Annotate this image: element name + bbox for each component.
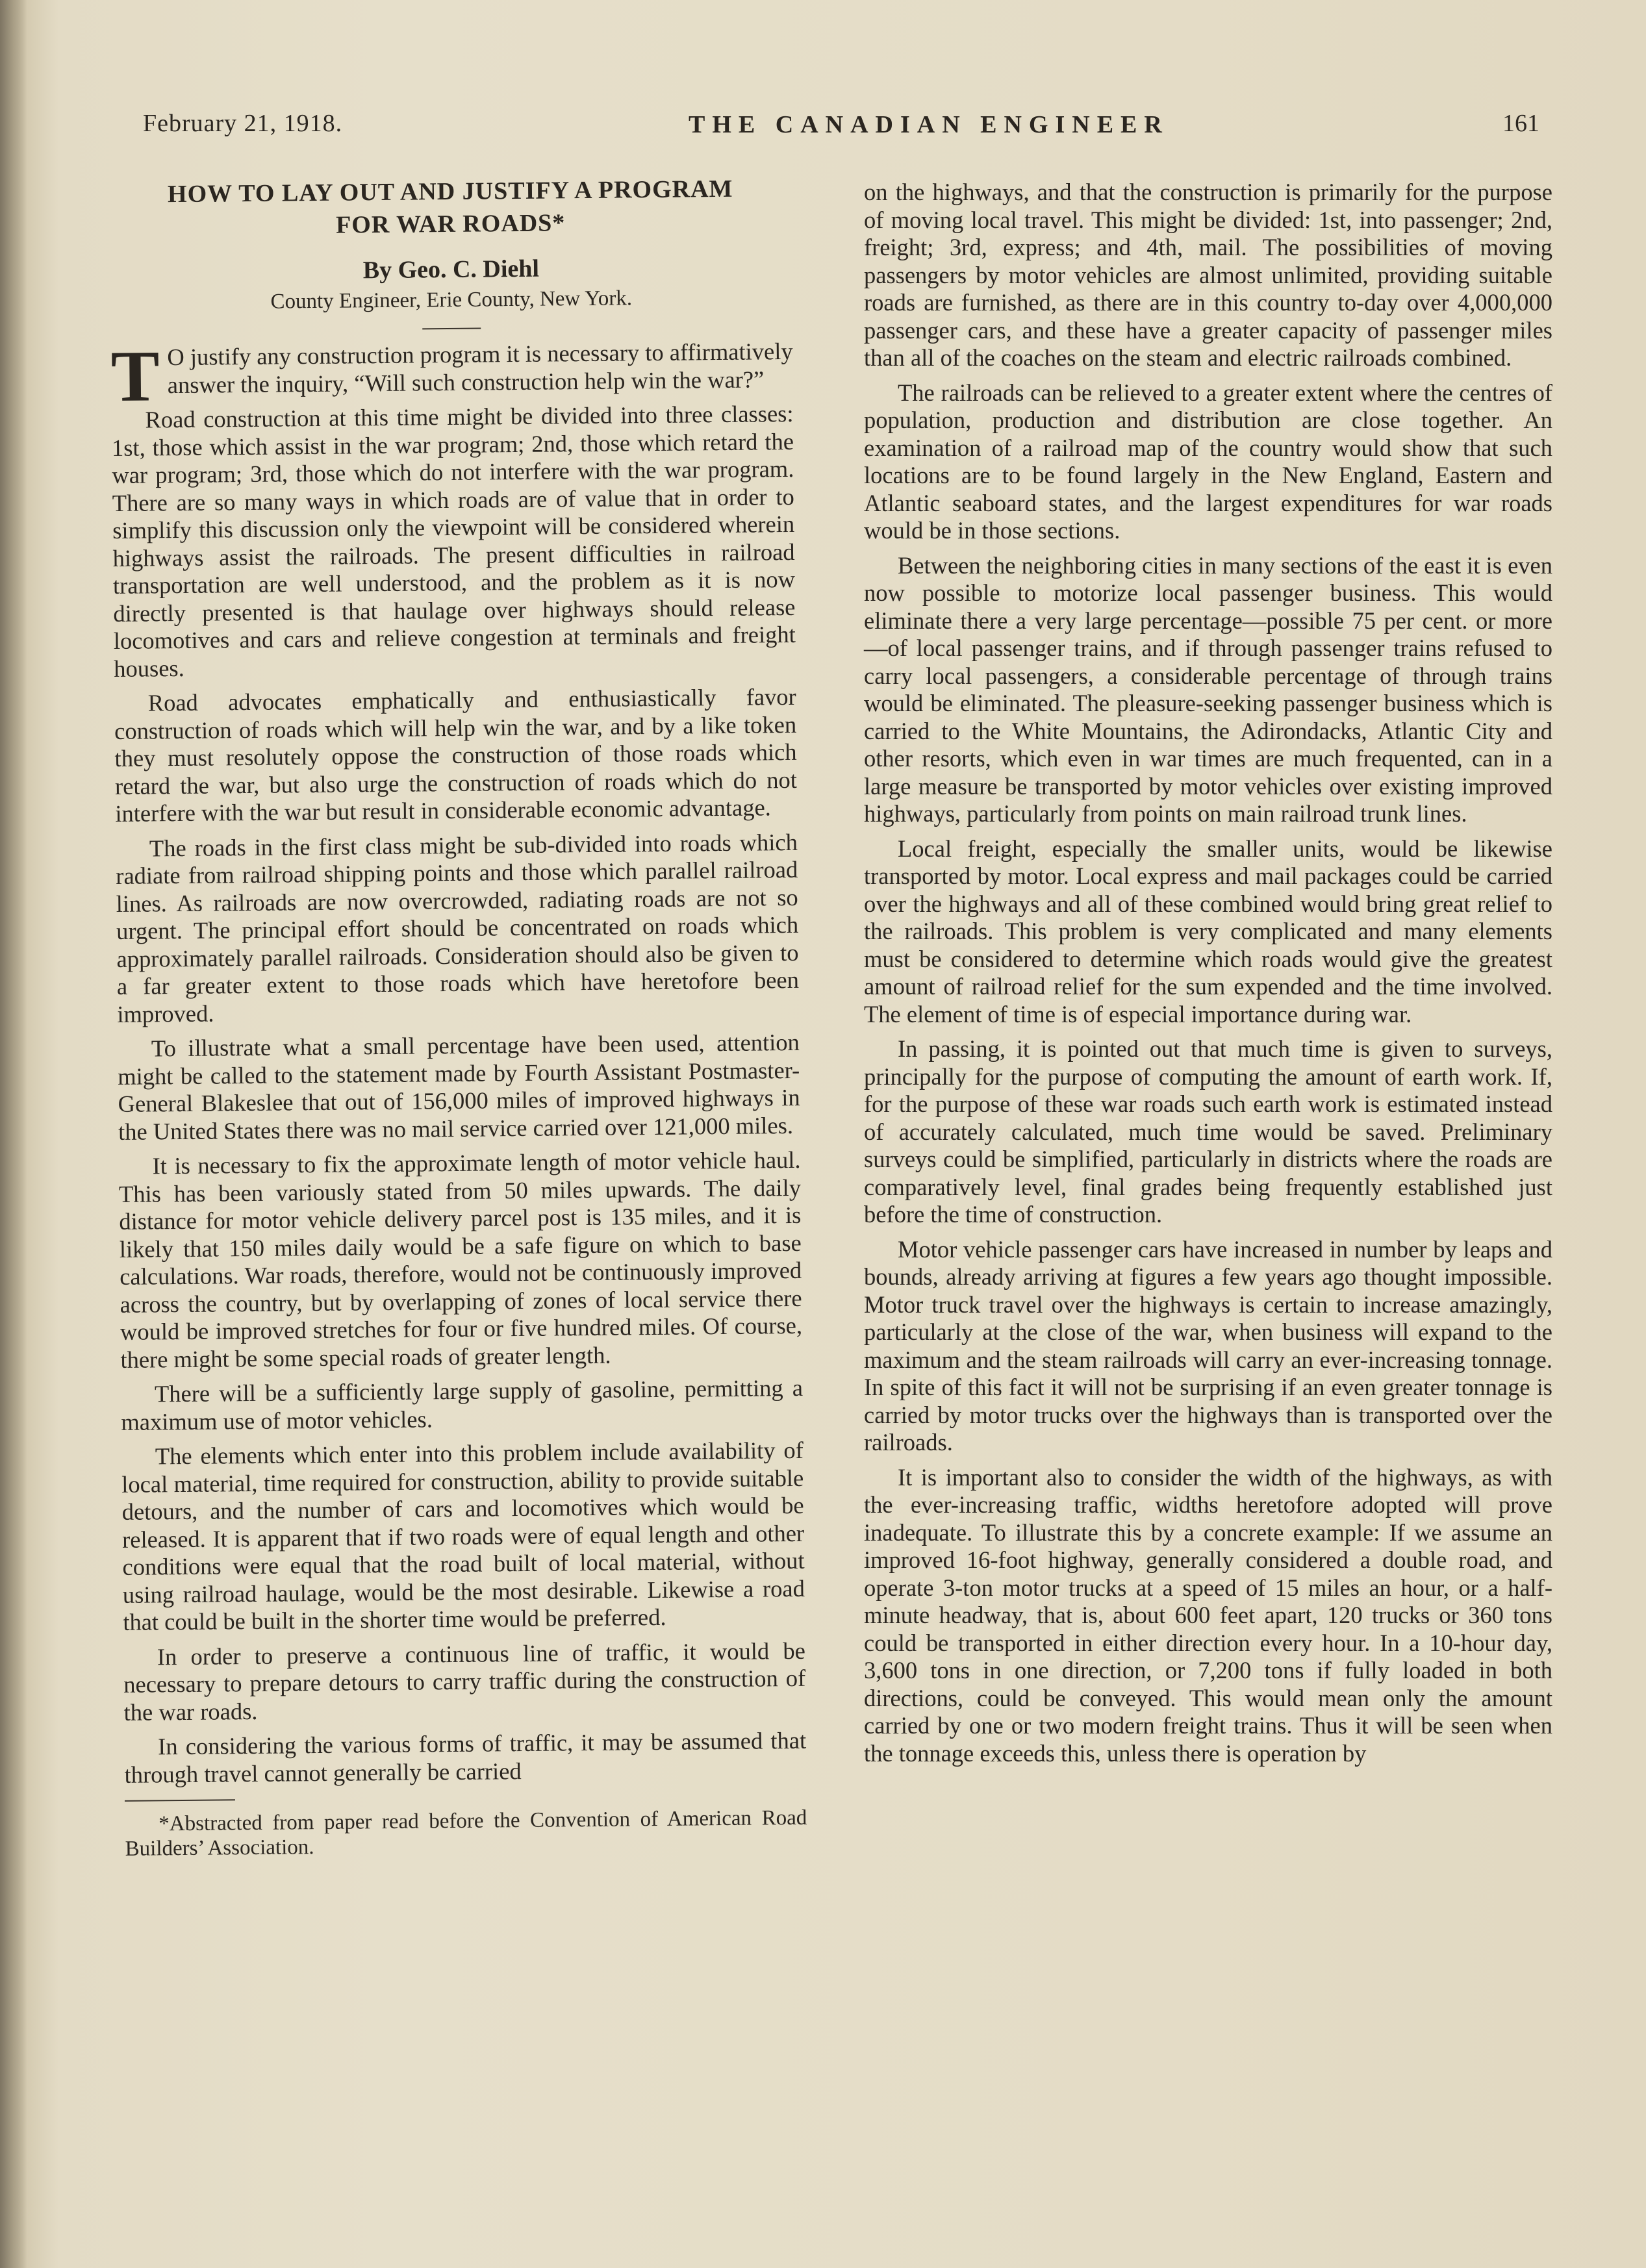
paragraph: The railroads can be relieved to a greater extent where the centres of population, production and distribution are close together. An examination of a railroad map of the country would show that such locations are to be found largely in the New England, Eastern and Atlantic seaboard states, and the largest expenditures for war roads would be in those sections. (864, 379, 1552, 544)
article-title-line: HOW TO LAY OUT AND JUSTIFY A PROGRAM (167, 175, 733, 208)
paragraph: In considering the various forms of traffic, it may be assumed that through travel cannot generally be carried (124, 1726, 807, 1788)
page-number: 161 (1502, 110, 1539, 137)
left-column (109, 172, 807, 1861)
paragraph: Road advocates emphatically and enthusiastically favor construction of roads which will help win the war, and by a like token they must resolutely oppose the construction of those roads which retard the war, but also urge the construction of roads which do not interfere with the war but result in considerable economic advantage. (114, 683, 798, 827)
running-head (130, 109, 1539, 148)
paragraph: The roads in the first class might be sub-divided into roads which radiate from railroad shipping points and those which parallel railroad lines. As railroads are now overcrowded, radiating roads are not so urgent. The principal effort should be concentrated on roads which approximately parallel railroads. Consideration should also be given to a far greater extent to those roads which have heretofore been improved. (116, 828, 800, 1027)
paragraph: It is necessary to fix the approximate length of motor vehicle haul. This has been variously stated from 50 miles upwards. The daily distance for motor vehicle delivery parcel post is 135 miles, and it is likely that 150 miles daily would be a safe figure on which to base calculations. War roads, therefore, would not be continuously improved across the country, but by overlapping of zones of local service there would be improved stretches for four or five hundred miles. Of course, there might be some special roads of greater length. (118, 1146, 803, 1373)
paragraph: In order to preserve a continuous line of traffic, it would be necessary to prepare detours to carry traffic during the construction of the war roads. (123, 1637, 806, 1726)
paragraph: on the highways, and that the construction is primarily for the purpose of moving local travel. This might be divided: 1st, into passenger; 2nd, freight; 3rd, express; and 4th, mail. The possibilities of moving passengers by motor vehicles are almost unlimited, providing suitable roads are furnished, as there are in this country to-day over 4,000,000 passenger cars, and these have a greater capacity of passenger miles than all of the coaches on the steam and electric railroads combined. (864, 179, 1552, 371)
right-column (864, 179, 1552, 1774)
issue-date: February 21, 1918. (143, 110, 343, 137)
byline: By Geo. C. Diehl (362, 255, 540, 284)
paragraph: The elements which enter into this problem include availability of local material, time required for construction, ability to provide suitable detours, and the number of cars and locomotives which would be released. It is apparent that if two roads were of equal length and other conditions were equal that the road built of local material, without using railroad haulage, would be the most desirable. Likewise a road that could be built in the shorter time would be preferred. (121, 1436, 805, 1635)
footnote: *Abstracted from paper read before the Convention of American Road Builders’ Association. (125, 1806, 807, 1861)
paragraph-text: O justify any construction program it is necessary to affirmatively answer the inquiry, “Will such construction help win the war?” (167, 337, 793, 398)
article-title (109, 172, 792, 244)
author-affiliation: County Engineer, Erie County, New York. (270, 286, 633, 314)
paragraph: To illustrate what a small percentage have been used, attention might be called to the statement made by Fourth Assistant Postmaster-General Blakeslee that out of 156,000 miles of improved highways in the United States there was no mail service carried over 121,000 miles. (118, 1028, 800, 1145)
title-rule (422, 328, 481, 330)
paragraph: In passing, it is pointed out that much time is given to surveys, principally for the purpose of computing the amount of earth work. If, for the purpose of these war roads such earth work is estimated instead of accurately calculated, much time would be saved. Preliminary surveys could be simplified, particularly in districts where the roads are comparatively level, final grades being frequently established just before the time of construction. (864, 1035, 1552, 1228)
paragraph: It is important also to consider the width of the highways, as with the ever-increasing traffic, widths heretofore adopted will prove inadequate. To illustrate this by a concrete example: If we assume an improved 16-foot highway, generally considered a double road, and operate 3-ton motor trucks at a speed of 15 miles an hour, or a half-minute headway, that is, about 600 feet apart, 120 trucks or 360 tons could be transported in either direction every hour. In a 10-hour day, 3,600 tons in one direction, or 7,200 tons if fully loaded in both directions, could be conveyed. This would mean only the amount carried by one or two modern freight trains. Thus it will be seen when the tonnage exceeds this, unless there is operation by (864, 1463, 1552, 1767)
paragraph: Local freight, especially the smaller units, would be likewise transported by motor. Local express and mail packages could be carried over the highways and all of these combined would bring great relief to the railroads. This problem is very complicated and many elements must be considered to determine which roads would give the greatest amount of railroad relief for the sum expended and the time involved. The element of time is of especial importance during war. (864, 835, 1552, 1027)
paragraph: Road construction at this time might be divided into three classes: 1st, those which assist in the war program; 2nd, those which retard the war program; 3rd, those which do not interfere with the war program. There are so many ways in which roads are of value that in order to simplify this discussion only the viewpoint will be considered wherein highways assist the railroads. The present difficulties in railroad transportation are well understood, and the problem as it is now directly presented is that haulage over highways should release locomotives and cars and relieve congestion at terminals and freight houses. (111, 399, 796, 682)
article-title-line: FOR WAR ROADS* (335, 209, 566, 239)
journal-title: THE CANADIAN ENGINEER (689, 111, 1169, 138)
binding-shadow (0, 0, 27, 2268)
paragraph: Motor vehicle passenger cars have increased in number by leaps and bounds, already arriving at figures a few years ago thought impossible. Motor truck travel over the highways is certain to increase amazingly, particularly at the close of the war, when business will expand to the maximum and the steam railroads will carry an ever-increasing tonnage. In spite of this fact it will not be surprising if an even greater tonnage is carried by motor trucks over the highways than is transported over the railroads. (864, 1235, 1552, 1455)
paragraph: Between the neighboring cities in many sections of the east it is even now possible to motorize local passenger business. This would eliminate there a very large percentage—possible 75 per cent. or more—of local passenger trains, and if through passenger trains refused to carry local passengers, a considerable percentage of through trains would be eliminated. The pleasure-seeking passenger business which is carried to the White Mountains, the Adirondacks, Atlantic City and other resorts, which even in war times are much frequented, can in a large measure be transported by motor vehicles over existing improved highways, particularly from points on main railroad trunk lines. (864, 551, 1552, 827)
paragraph: There will be a sufficiently large supply of gasoline, permitting a maximum use of motor vehicles. (121, 1374, 804, 1435)
paragraph (110, 336, 793, 417)
footnote-rule (125, 1799, 235, 1802)
drop-cap: T (110, 336, 160, 417)
